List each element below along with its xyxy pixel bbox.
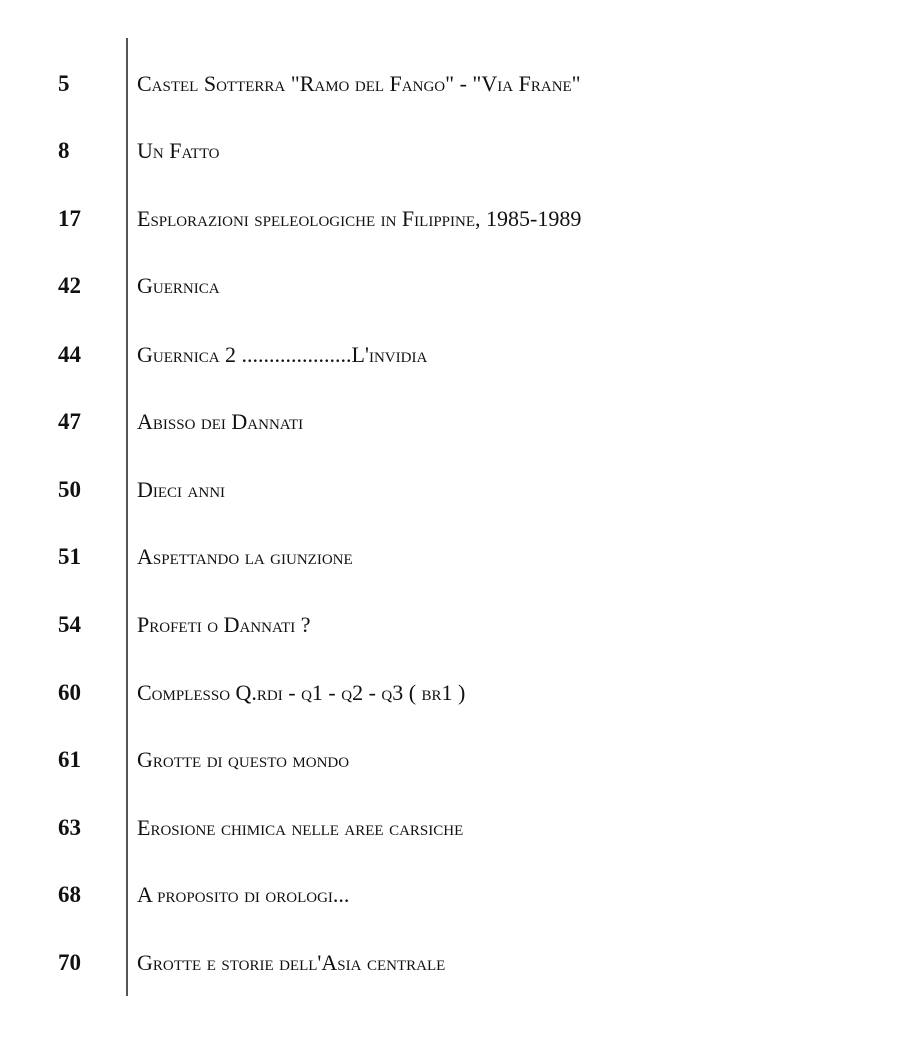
page-number: 44 — [58, 342, 81, 367]
page-number: 61 — [58, 747, 81, 772]
entry-title: Castel Sotterra "Ramo del Fango" - "Via Frane" — [137, 71, 581, 96]
toc-entry — [0, 605, 915, 645]
toc-entry — [0, 199, 915, 239]
entry-title: Un Fatto — [137, 138, 220, 163]
entry-title: Aspettando la giunzione — [137, 544, 353, 569]
entry-title: Profeti o Dannati ? — [137, 612, 311, 637]
entry-title: Complesso Q.rdi - q1 - q2 - q3 ( br1 ) — [137, 680, 466, 705]
entry-title: Guernica 2 ....................L'invidia — [137, 342, 428, 367]
page-number: 8 — [58, 138, 70, 163]
page-number: 50 — [58, 477, 81, 502]
page-number: 5 — [58, 71, 70, 96]
page-number: 54 — [58, 612, 81, 637]
toc-entry — [0, 740, 915, 780]
toc-entry — [0, 673, 915, 713]
page-number: 68 — [58, 882, 81, 907]
entry-title: A proposito di orologi... — [137, 882, 350, 907]
entry-title: Grotte di questo mondo — [137, 747, 350, 772]
column-divider — [126, 38, 128, 996]
entry-title: Esplorazioni speleologiche in Filippine, 1985-1989 — [137, 206, 582, 231]
page-number: 63 — [58, 815, 81, 840]
toc-entry — [0, 402, 915, 442]
entry-title: Guernica — [137, 273, 220, 298]
page-number: 70 — [58, 950, 81, 975]
toc-entry — [0, 875, 915, 915]
entry-title: Abisso dei Dannati — [137, 409, 304, 434]
page-number: 51 — [58, 544, 81, 569]
toc-entry — [0, 470, 915, 510]
entry-title: Erosione chimica nelle aree carsiche — [137, 815, 464, 840]
toc-entry — [0, 537, 915, 577]
toc-entry — [0, 808, 915, 848]
page-number: 47 — [58, 409, 81, 434]
page-number: 42 — [58, 273, 81, 298]
toc-entry — [0, 64, 915, 104]
page-number: 17 — [58, 206, 81, 231]
entry-title: Grotte e storie dell'Asia centrale — [137, 950, 446, 975]
entry-title: Dieci anni — [137, 477, 226, 502]
toc-entry — [0, 266, 915, 306]
toc-entry — [0, 943, 915, 983]
page-number: 60 — [58, 680, 81, 705]
toc-entry — [0, 131, 915, 171]
toc-entry — [0, 335, 915, 375]
